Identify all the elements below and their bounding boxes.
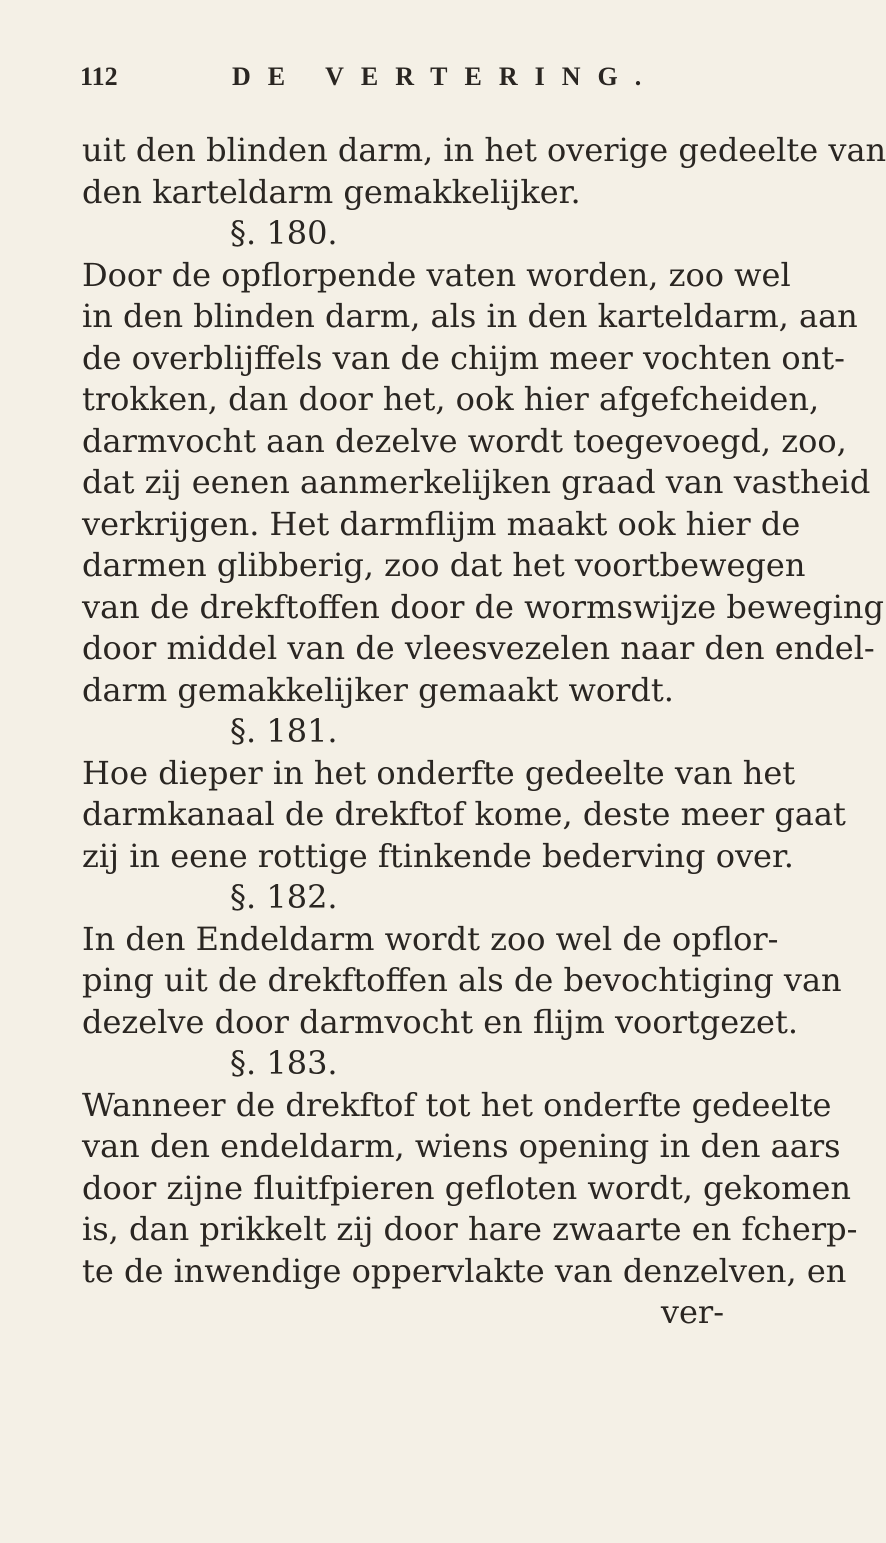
text-line: ping uit de drekftoffen als de bevochtiging van	[82, 961, 842, 999]
text-line: trokken, dan door het, ook hier afgefcheiden,	[82, 380, 820, 418]
section-heading: §. 181.	[230, 712, 338, 750]
text-line: In den Endeldarm wordt zoo wel de opflor-	[82, 919, 779, 958]
text-line: in den blinden darm, als in den karteldarm, aan	[82, 297, 858, 335]
text-line: van den endeldarm, wiens opening in den aars	[82, 1127, 841, 1165]
running-title: DE VERTERING.	[232, 62, 659, 91]
text-line: zij in eene rottige ftinkende bederving over.	[82, 836, 794, 875]
text-line: door zijne fluitfpieren gefloten wordt, gekomen	[82, 1168, 851, 1207]
text-line: darmen glibberig, zoo dat het voortbewegen	[82, 546, 806, 584]
section-heading: §. 180.	[230, 214, 338, 252]
page-number: 112	[80, 62, 118, 91]
text-line: dat zij eenen aanmerkelijken graad van vastheid	[82, 463, 871, 501]
text-line: uit den blinden darm, in het overige gedeelte van	[82, 131, 886, 169]
text-line: darmkanaal de drekftof kome, deste meer gaat	[82, 795, 846, 833]
section-heading: §. 183.	[230, 1044, 338, 1082]
text-line: Door de opflorpende vaten worden, zoo wel	[82, 255, 791, 294]
text-line: darm gemakkelijker gemaakt wordt.	[82, 670, 674, 709]
page-header	[80, 62, 720, 102]
text-line: is, dan prikkelt zij door hare zwaarte en fcherp-	[82, 1210, 858, 1248]
text-line: door middel van de vleesvezelen naar den endel-	[82, 629, 875, 667]
text-line: darmvocht aan dezelve wordt toegevoegd, zoo,	[82, 421, 847, 460]
section-heading: §. 182.	[230, 878, 338, 916]
text-line: Hoe dieper in het onderfte gedeelte van het	[82, 753, 796, 792]
catchword: ver-	[660, 1293, 724, 1331]
text-line: de overblijffels van de chijm meer vochten ont-	[82, 338, 845, 377]
text-line: den karteldarm gemakkelijker.	[82, 172, 581, 211]
text-line: Wanneer de drekftof tot het onderfte gedeelte	[82, 1085, 832, 1124]
text-line: te de inwendige oppervlakte van denzelven, en	[82, 1251, 847, 1290]
body-text	[82, 130, 886, 1334]
text-line: verkrijgen. Het darmflijm maakt ook hier de	[82, 504, 801, 543]
text-line: dezelve door darmvocht en flijm voortgezet.	[82, 1002, 798, 1041]
text-line: van de drekftoffen door de wormswijze beweging	[82, 587, 884, 626]
